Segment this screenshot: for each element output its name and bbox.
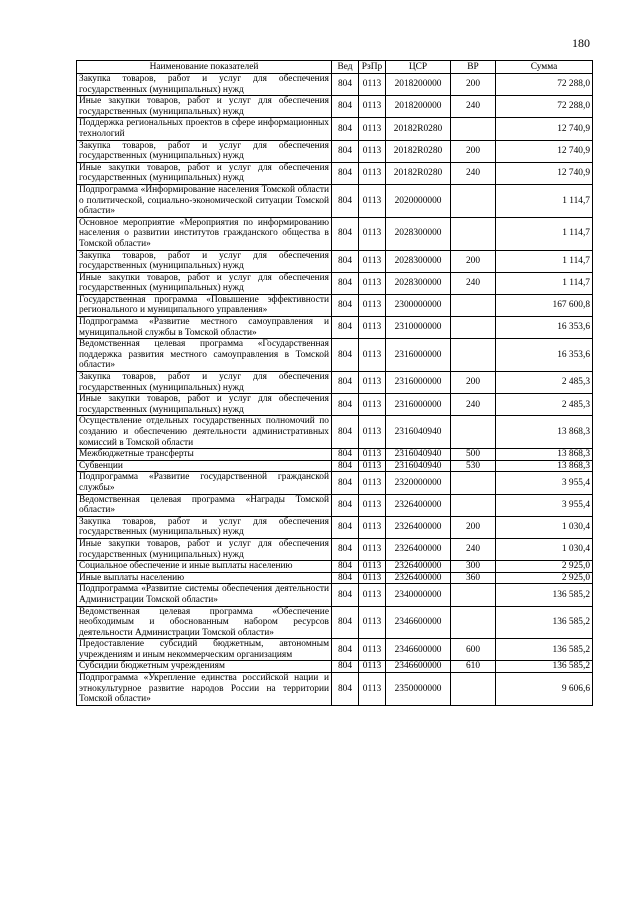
row-sum: 1 114,7 [496, 250, 593, 272]
row-name: Закупка товаров, работ и услуг для обеспечения государственных (муниципальных) нужд [77, 140, 332, 162]
row-rzpr: 0113 [359, 140, 386, 162]
row-name: Социальное обеспечение и иные выплаты населению [77, 561, 332, 573]
row-rzpr: 0113 [359, 317, 386, 339]
row-vr [451, 584, 496, 606]
row-ved: 804 [332, 140, 359, 162]
row-rzpr: 0113 [359, 96, 386, 118]
row-sum: 12 740,9 [496, 162, 593, 184]
row-sum: 3 955,4 [496, 494, 593, 516]
header-vr: ВР [451, 61, 496, 74]
row-rzpr: 0113 [359, 162, 386, 184]
row-sum: 12 740,9 [496, 140, 593, 162]
row-vr: 200 [451, 74, 496, 96]
row-csr: 2020000000 [386, 184, 451, 217]
table-row [77, 74, 593, 96]
row-name: Подпрограмма «Развитие государственной гражданской службы» [77, 472, 332, 494]
row-name: Подпрограмма «Развитие системы обеспечения деятельности Администрации Томской области» [77, 584, 332, 606]
row-name: Подпрограмма «Информирование населения Томской области о политической, социально-экономической ситуации Томской области» [77, 184, 332, 217]
row-vr: 600 [451, 639, 496, 661]
row-name: Иные закупки товаров, работ и услуг для обеспечения государственных (муниципальных) нужд [77, 162, 332, 184]
row-ved: 804 [332, 294, 359, 316]
table-row [77, 661, 593, 673]
row-ved: 804 [332, 606, 359, 639]
row-ved: 804 [332, 572, 359, 584]
row-name: Иные закупки товаров, работ и услуг для обеспечения государственных (муниципальных) нужд [77, 538, 332, 560]
table-row [77, 584, 593, 606]
row-name: Закупка товаров, работ и услуг для обеспечения государственных (муниципальных) нужд [77, 250, 332, 272]
row-vr: 200 [451, 516, 496, 538]
row-rzpr: 0113 [359, 639, 386, 661]
row-sum: 13 868,3 [496, 416, 593, 449]
row-rzpr: 0113 [359, 516, 386, 538]
row-vr [451, 339, 496, 372]
row-vr: 240 [451, 394, 496, 416]
row-sum: 3 955,4 [496, 472, 593, 494]
row-rzpr: 0113 [359, 184, 386, 217]
page-number: 180 [572, 36, 590, 50]
row-sum: 1 114,7 [496, 184, 593, 217]
row-ved: 804 [332, 472, 359, 494]
row-name: Ведомственная целевая программа «Государственная поддержка развития местного самоуправления в Томской области» [77, 339, 332, 372]
row-csr: 2326400000 [386, 494, 451, 516]
row-rzpr: 0113 [359, 584, 386, 606]
row-csr: 2326400000 [386, 561, 451, 573]
row-vr [451, 494, 496, 516]
row-sum: 1 030,4 [496, 516, 593, 538]
row-sum: 16 353,6 [496, 339, 593, 372]
row-ved: 804 [332, 317, 359, 339]
row-sum: 13 868,3 [496, 449, 593, 461]
row-rzpr: 0113 [359, 339, 386, 372]
row-csr: 2300000000 [386, 294, 451, 316]
row-ved: 804 [332, 538, 359, 560]
row-sum: 136 585,2 [496, 661, 593, 673]
table-row [77, 673, 593, 706]
row-csr: 2018200000 [386, 74, 451, 96]
row-vr [451, 184, 496, 217]
row-vr [451, 217, 496, 250]
row-sum: 136 585,2 [496, 606, 593, 639]
row-vr: 240 [451, 538, 496, 560]
row-vr: 500 [451, 449, 496, 461]
table-row [77, 118, 593, 140]
table-body [77, 74, 593, 706]
row-ved: 804 [332, 673, 359, 706]
row-ved: 804 [332, 339, 359, 372]
row-name: Ведомственная целевая программа «Обеспечение необходимым и обоснованным набором ресурсов деятельности Администрации Томской области» [77, 606, 332, 639]
table-row [77, 561, 593, 573]
row-rzpr: 0113 [359, 472, 386, 494]
row-rzpr: 0113 [359, 494, 386, 516]
row-vr [451, 118, 496, 140]
row-sum: 12 740,9 [496, 118, 593, 140]
row-vr [451, 673, 496, 706]
table-row [77, 184, 593, 217]
row-rzpr: 0113 [359, 294, 386, 316]
row-csr: 2316040940 [386, 416, 451, 449]
row-sum: 136 585,2 [496, 639, 593, 661]
row-name: Межбюджетные трансферты [77, 449, 332, 461]
table-header-row [77, 61, 593, 74]
row-ved: 804 [332, 449, 359, 461]
header-ved: Вед [332, 61, 359, 74]
row-ved: 804 [332, 96, 359, 118]
table-row [77, 272, 593, 294]
row-name: Предоставление субсидий бюджетным, автономным учреждениям и иным некоммерческим организациям [77, 639, 332, 661]
row-csr: 2346600000 [386, 639, 451, 661]
row-ved: 804 [332, 561, 359, 573]
row-name: Иные закупки товаров, работ и услуг для обеспечения государственных (муниципальных) нужд [77, 272, 332, 294]
row-ved: 804 [332, 372, 359, 394]
row-vr: 360 [451, 572, 496, 584]
row-rzpr: 0113 [359, 118, 386, 140]
table-row [77, 250, 593, 272]
row-csr: 2028300000 [386, 272, 451, 294]
row-sum: 167 600,8 [496, 294, 593, 316]
row-rzpr: 0113 [359, 74, 386, 96]
row-name: Осуществление отдельных государственных полномочий по созданию и обеспечению деятельности административных комиссий в Томской области [77, 416, 332, 449]
row-csr: 2346600000 [386, 661, 451, 673]
header-name: Наименование показателей [77, 61, 332, 74]
row-rzpr: 0113 [359, 272, 386, 294]
row-csr: 2340000000 [386, 584, 451, 606]
table-row [77, 460, 593, 472]
row-csr: 2316040940 [386, 449, 451, 461]
row-name: Закупка товаров, работ и услуг для обеспечения государственных (муниципальных) нужд [77, 516, 332, 538]
row-vr [451, 317, 496, 339]
row-rzpr: 0113 [359, 449, 386, 461]
row-name: Ведомственная целевая программа «Награды Томской области» [77, 494, 332, 516]
table-row [77, 494, 593, 516]
row-sum: 72 288,0 [496, 96, 593, 118]
row-ved: 804 [332, 162, 359, 184]
header-sum: Сумма [496, 61, 593, 74]
row-name: Субвенции [77, 460, 332, 472]
row-csr: 20182R0280 [386, 118, 451, 140]
row-name: Государственная программа «Повышение эффективности регионального и муниципального управления» [77, 294, 332, 316]
row-name: Закупка товаров, работ и услуг для обеспечения государственных (муниципальных) нужд [77, 74, 332, 96]
table-row [77, 162, 593, 184]
table-row [77, 372, 593, 394]
row-csr: 2320000000 [386, 472, 451, 494]
row-ved: 804 [332, 584, 359, 606]
row-csr: 2326400000 [386, 572, 451, 584]
row-ved: 804 [332, 217, 359, 250]
header-csr: ЦСР [386, 61, 451, 74]
row-rzpr: 0113 [359, 538, 386, 560]
header-rzpr: РзПр [359, 61, 386, 74]
table-row [77, 472, 593, 494]
row-vr: 200 [451, 140, 496, 162]
row-csr: 2350000000 [386, 673, 451, 706]
row-vr: 300 [451, 561, 496, 573]
row-ved: 804 [332, 272, 359, 294]
row-ved: 804 [332, 118, 359, 140]
row-rzpr: 0113 [359, 673, 386, 706]
table-row [77, 449, 593, 461]
row-rzpr: 0113 [359, 561, 386, 573]
row-sum: 9 606,6 [496, 673, 593, 706]
row-csr: 2028300000 [386, 250, 451, 272]
row-sum: 2 925,0 [496, 561, 593, 573]
row-csr: 2316000000 [386, 394, 451, 416]
row-rzpr: 0113 [359, 217, 386, 250]
row-rzpr: 0113 [359, 460, 386, 472]
table-row [77, 140, 593, 162]
row-sum: 1 114,7 [496, 217, 593, 250]
row-csr: 2316040940 [386, 460, 451, 472]
row-ved: 804 [332, 74, 359, 96]
row-name: Иные закупки товаров, работ и услуг для обеспечения государственных (муниципальных) нужд [77, 96, 332, 118]
row-ved: 804 [332, 494, 359, 516]
row-rzpr: 0113 [359, 606, 386, 639]
budget-table [76, 60, 593, 706]
row-csr: 2326400000 [386, 516, 451, 538]
table-row [77, 217, 593, 250]
table-row [77, 516, 593, 538]
row-vr: 240 [451, 272, 496, 294]
row-name: Основное мероприятие «Мероприятия по информированию населения о развитии институтов гражданского общества в Томской области» [77, 217, 332, 250]
row-csr: 2316000000 [386, 372, 451, 394]
row-sum: 1 030,4 [496, 538, 593, 560]
row-ved: 804 [332, 416, 359, 449]
row-sum: 72 288,0 [496, 74, 593, 96]
row-name: Поддержка региональных проектов в сфере информационных технологий [77, 118, 332, 140]
row-csr: 2310000000 [386, 317, 451, 339]
table-row [77, 96, 593, 118]
row-name: Субсидии бюджетным учреждениям [77, 661, 332, 673]
table-row [77, 394, 593, 416]
row-sum: 2 485,3 [496, 394, 593, 416]
row-rzpr: 0113 [359, 416, 386, 449]
row-name: Подпрограмма «Развитие местного самоуправления и муниципальной службы в Томской области» [77, 317, 332, 339]
table-row [77, 416, 593, 449]
table-row [77, 339, 593, 372]
row-ved: 804 [332, 516, 359, 538]
row-ved: 804 [332, 661, 359, 673]
row-name: Иные выплаты населению [77, 572, 332, 584]
row-ved: 804 [332, 250, 359, 272]
row-sum: 1 114,7 [496, 272, 593, 294]
row-csr: 2018200000 [386, 96, 451, 118]
row-name: Иные закупки товаров, работ и услуг для обеспечения государственных (муниципальных) нужд [77, 394, 332, 416]
row-name: Подпрограмма «Укрепление единства российской нации и этнокультурное развитие народов России на территории Томской области» [77, 673, 332, 706]
row-vr [451, 472, 496, 494]
row-csr: 2028300000 [386, 217, 451, 250]
row-rzpr: 0113 [359, 372, 386, 394]
row-rzpr: 0113 [359, 394, 386, 416]
row-rzpr: 0113 [359, 572, 386, 584]
row-sum: 136 585,2 [496, 584, 593, 606]
row-vr [451, 416, 496, 449]
row-ved: 804 [332, 639, 359, 661]
row-vr [451, 606, 496, 639]
row-vr: 200 [451, 372, 496, 394]
row-name: Закупка товаров, работ и услуг для обеспечения государственных (муниципальных) нужд [77, 372, 332, 394]
row-csr: 2346600000 [386, 606, 451, 639]
row-rzpr: 0113 [359, 661, 386, 673]
table-row [77, 639, 593, 661]
row-ved: 804 [332, 394, 359, 416]
table-row [77, 538, 593, 560]
table-row [77, 606, 593, 639]
table-row [77, 572, 593, 584]
row-ved: 804 [332, 460, 359, 472]
row-sum: 13 868,3 [496, 460, 593, 472]
row-vr: 240 [451, 162, 496, 184]
row-vr: 240 [451, 96, 496, 118]
row-vr: 530 [451, 460, 496, 472]
row-ved: 804 [332, 184, 359, 217]
row-csr: 20182R0280 [386, 162, 451, 184]
table-row [77, 317, 593, 339]
row-sum: 2 485,3 [496, 372, 593, 394]
row-csr: 2326400000 [386, 538, 451, 560]
row-rzpr: 0113 [359, 250, 386, 272]
row-vr: 610 [451, 661, 496, 673]
table-row [77, 294, 593, 316]
row-csr: 20182R0280 [386, 140, 451, 162]
row-sum: 16 353,6 [496, 317, 593, 339]
row-sum: 2 925,0 [496, 572, 593, 584]
row-csr: 2316000000 [386, 339, 451, 372]
row-vr: 200 [451, 250, 496, 272]
row-vr [451, 294, 496, 316]
